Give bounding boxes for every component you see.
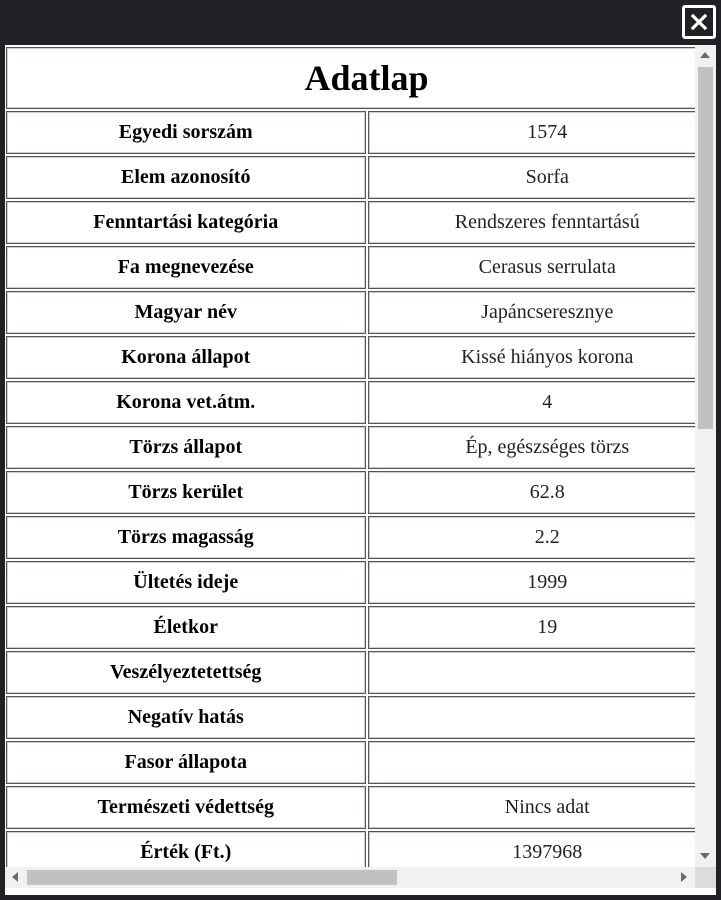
row-label: Korona vet.átm. bbox=[6, 381, 366, 424]
row-value: Nincs adat bbox=[368, 786, 696, 829]
table-row bbox=[6, 786, 695, 829]
row-value: 2.2 bbox=[368, 516, 696, 559]
scroll-left-arrow-icon[interactable] bbox=[12, 872, 18, 882]
row-value: Ép, egészséges törzs bbox=[368, 426, 696, 469]
row-value bbox=[368, 651, 696, 694]
row-value bbox=[368, 741, 696, 784]
table-row bbox=[6, 651, 695, 694]
row-value bbox=[368, 696, 696, 739]
row-value: 4 bbox=[368, 381, 696, 424]
popup-window bbox=[5, 45, 716, 895]
vertical-scrollbar[interactable] bbox=[695, 45, 716, 867]
table-row bbox=[6, 291, 695, 334]
row-value: Cerasus serrulata bbox=[368, 246, 696, 289]
row-label: Elem azonosító bbox=[6, 156, 366, 199]
close-icon bbox=[689, 12, 709, 32]
row-value: Japáncseresznye bbox=[368, 291, 696, 334]
row-value: 1999 bbox=[368, 561, 696, 604]
table-row bbox=[6, 246, 695, 289]
row-label: Korona állapot bbox=[6, 336, 366, 379]
row-value: Kissé hiányos korona bbox=[368, 336, 696, 379]
table-row bbox=[6, 696, 695, 739]
horizontal-scroll-thumb[interactable] bbox=[27, 870, 397, 885]
row-label: Magyar név bbox=[6, 291, 366, 334]
row-label: Fenntartási kategória bbox=[6, 201, 366, 244]
title-row bbox=[6, 47, 695, 109]
row-value: 62.8 bbox=[368, 471, 696, 514]
row-label: Életkor bbox=[6, 606, 366, 649]
row-label: Törzs állapot bbox=[6, 426, 366, 469]
table-row bbox=[6, 831, 695, 867]
table-row bbox=[6, 111, 695, 154]
table-row bbox=[6, 156, 695, 199]
row-value: Rendszeres fenntartású bbox=[368, 201, 696, 244]
attribute-table bbox=[5, 45, 695, 867]
scroll-right-arrow-icon[interactable] bbox=[681, 872, 687, 882]
table-row bbox=[6, 606, 695, 649]
table-row bbox=[6, 741, 695, 784]
row-label: Negatív hatás bbox=[6, 696, 366, 739]
table-row bbox=[6, 201, 695, 244]
popup-content bbox=[5, 45, 695, 867]
vertical-scroll-thumb[interactable] bbox=[698, 67, 713, 429]
row-label: Törzs magasság bbox=[6, 516, 366, 559]
table-row bbox=[6, 516, 695, 559]
scroll-up-arrow-icon[interactable] bbox=[700, 52, 710, 58]
row-value: 19 bbox=[368, 606, 696, 649]
row-value: 1574 bbox=[368, 111, 696, 154]
row-label: Természeti védettség bbox=[6, 786, 366, 829]
row-value: 1397968 bbox=[368, 831, 696, 867]
row-label: Fasor állapota bbox=[6, 741, 366, 784]
table-row bbox=[6, 471, 695, 514]
scroll-down-arrow-icon[interactable] bbox=[700, 853, 710, 859]
row-label: Veszélyeztetettség bbox=[6, 651, 366, 694]
close-button[interactable] bbox=[682, 5, 716, 39]
row-label: Fa megnevezése bbox=[6, 246, 366, 289]
table-row bbox=[6, 381, 695, 424]
horizontal-scrollbar[interactable] bbox=[5, 867, 695, 888]
row-value: Sorfa bbox=[368, 156, 696, 199]
table-row bbox=[6, 561, 695, 604]
popup-title: Adatlap bbox=[6, 47, 695, 109]
scrollbar-corner bbox=[695, 867, 716, 888]
row-label: Egyedi sorszám bbox=[6, 111, 366, 154]
table-row bbox=[6, 426, 695, 469]
table-row bbox=[6, 336, 695, 379]
row-label: Érték (Ft.) bbox=[6, 831, 366, 867]
row-label: Ültetés ideje bbox=[6, 561, 366, 604]
row-label: Törzs kerület bbox=[6, 471, 366, 514]
